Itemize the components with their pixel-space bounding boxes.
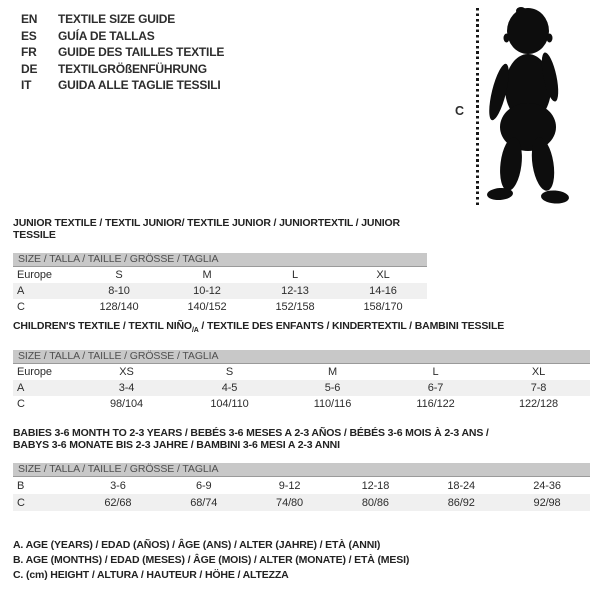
cell-value: XL	[376, 269, 390, 281]
language-row	[21, 11, 224, 28]
babies-title-line1: BABIES 3-6 MONTH TO 2-3 YEARS / BEBÉS 3-6 MESES A 2-3 AÑOS / BÉBÉS 3-6 MOIS À 2-3 ANS /	[13, 427, 489, 439]
section-babies-textile	[13, 427, 590, 511]
children-title-sub: /A	[191, 327, 199, 335]
footnote-age-months: B. AGE (MONTHS) / EDAD (MESES) / ÂGE (MOIS) / ALTER (MONATE) / ETÀ (MESI)	[13, 554, 410, 566]
row-label: C	[17, 398, 25, 411]
language-label: TEXTILE SIZE GUIDE	[58, 12, 176, 26]
row-label: C	[17, 301, 25, 313]
cell-value: 92/98	[504, 494, 590, 511]
cell-value: 12-13	[251, 283, 339, 299]
language-label: GUÍA DE TALLAS	[58, 28, 155, 43]
cell-value: 152/158	[275, 301, 315, 313]
table-row	[13, 494, 590, 511]
footnote-height: C. (cm) HEIGHT / ALTURA / HAUTEUR / HÖHE / ALTEZZA	[13, 569, 289, 581]
cell-value: 4-5	[178, 380, 281, 396]
cell-value: 7-8	[487, 380, 590, 396]
cell-value: 110/116	[313, 398, 352, 411]
cell-value: 62/68	[75, 494, 161, 511]
cell-value: 86/92	[418, 494, 504, 511]
language-row	[21, 44, 224, 61]
cell-value: L	[432, 366, 439, 379]
junior-size-table	[13, 267, 427, 315]
cell-value: 10-12	[163, 283, 251, 299]
language-code: ES	[21, 28, 37, 43]
height-dotted-line	[476, 8, 479, 206]
babies-size-table	[13, 477, 590, 511]
cell-value: 68/74	[161, 494, 247, 511]
junior-section-title: JUNIOR TEXTILE / TEXTIL JUNIOR/ TEXTILE JUNIOR / JUNIORTEXTIL / JUNIOR TESSILE	[13, 217, 400, 241]
row-label: C	[13, 494, 75, 511]
footnotes	[13, 538, 409, 583]
cell-value: 12-18	[361, 479, 390, 492]
table-row	[13, 364, 590, 380]
table-row	[13, 380, 590, 396]
junior-size-header-bar: SIZE / TALLA / TAILLE / GRÖSSE / TAGLIA	[13, 253, 427, 267]
table-row	[13, 299, 427, 315]
language-row	[21, 28, 224, 45]
language-row	[21, 61, 224, 78]
cell-value: 3-6	[110, 479, 126, 492]
language-row	[21, 77, 224, 94]
toddler-silhouette	[483, 6, 571, 206]
language-label: TEXTILGRÖßENFÜHRUNG	[58, 61, 207, 76]
babies-title-line2: BABYS 3-6 MONATE BIS 2-3 JAHRE / BAMBINI 3-6 MESI A 2-3 ANNI	[13, 439, 340, 451]
cell-value: 140/152	[187, 301, 227, 313]
cell-value: L	[291, 269, 299, 281]
babies-size-header-bar: SIZE / TALLA / TAILLE / GRÖSSE / TAGLIA	[13, 463, 590, 477]
language-code: DE	[21, 61, 38, 76]
row-label: B	[17, 479, 25, 492]
language-code: EN	[21, 12, 38, 26]
cell-value: 3-4	[75, 380, 178, 396]
row-label: Europe	[17, 366, 52, 379]
cell-value: 158/170	[363, 301, 403, 313]
cell-value: 80/86	[332, 494, 418, 511]
row-label: A	[13, 283, 75, 299]
table-row	[13, 477, 590, 494]
cell-value: 6-7	[384, 380, 487, 396]
language-label: GUIDA ALLE TAGLIE TESSILI	[58, 78, 221, 92]
cell-value: 98/104	[109, 398, 144, 411]
cell-value: 128/140	[99, 301, 139, 313]
table-row	[13, 267, 427, 283]
cell-value: 104/110	[210, 398, 249, 411]
language-label: GUIDE DES TAILLES TEXTILE	[58, 45, 225, 59]
height-measure-label: C	[455, 104, 465, 118]
children-size-header-bar: SIZE / TALLA / TAILLE / GRÖSSE / TAGLIA	[13, 350, 590, 364]
cell-value: 8-10	[75, 283, 163, 299]
cell-value: XS	[119, 366, 134, 379]
language-code: FR	[21, 45, 37, 59]
children-size-table	[13, 364, 590, 412]
table-row	[13, 396, 590, 412]
children-title-post: / TEXTILE DES ENFANTS / KINDERTEXTIL / BAMBINI TESSILE	[198, 320, 505, 332]
cell-value: M	[327, 366, 338, 379]
cell-value: 18-24	[447, 479, 476, 492]
babies-section-title	[13, 427, 590, 451]
children-section-title	[13, 320, 590, 337]
section-junior-textile	[13, 217, 427, 315]
row-label: A	[13, 380, 75, 396]
cell-value: S	[115, 269, 123, 281]
cell-value: 5-6	[281, 380, 384, 396]
cell-value: 9-12	[278, 479, 301, 492]
cell-value: 122/128	[518, 398, 559, 411]
cell-value: S	[225, 366, 234, 379]
children-title-pre: CHILDREN'S TEXTILE / TEXTIL NIÑO	[13, 320, 192, 332]
table-row	[13, 283, 427, 299]
footnote-age-years: A. AGE (YEARS) / EDAD (AÑOS) / ÂGE (ANS) / ALTER (JAHRE) / ETÀ (ANNI)	[13, 539, 381, 551]
cell-value: 116/122	[416, 398, 455, 411]
cell-value: 6-9	[195, 479, 212, 492]
language-code: IT	[21, 78, 32, 92]
row-label: Europe	[17, 269, 52, 281]
cell-value: 24-36	[533, 479, 561, 492]
language-header	[21, 11, 224, 94]
section-children-textile	[13, 320, 590, 412]
cell-value: XL	[531, 366, 546, 379]
cell-value: 74/80	[247, 494, 333, 511]
cell-value: M	[202, 269, 212, 281]
cell-value: 14-16	[339, 283, 427, 299]
